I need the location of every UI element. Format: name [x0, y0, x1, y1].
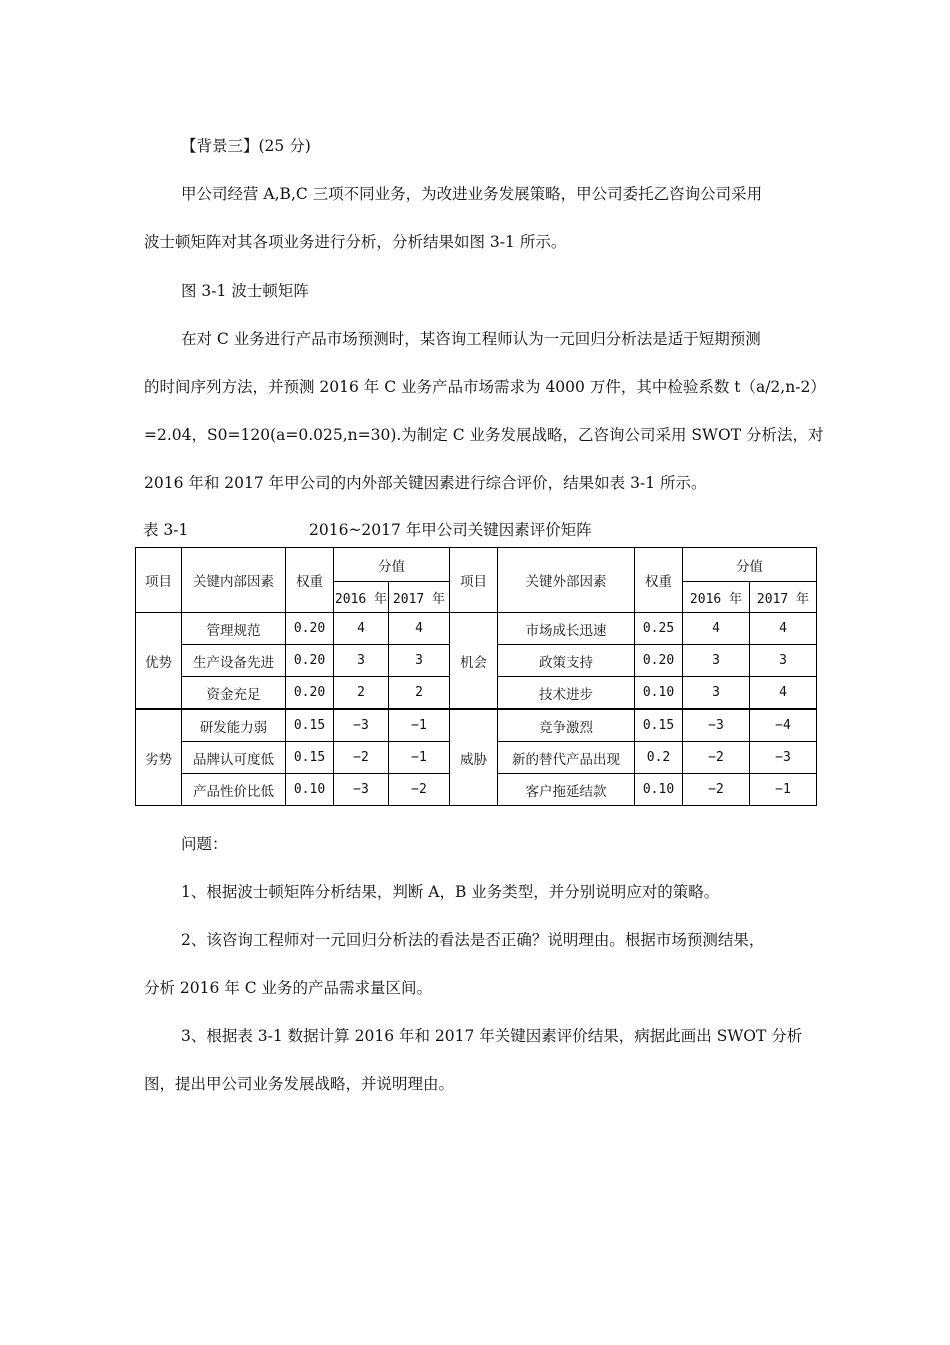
- external-score-2016: −2: [683, 742, 750, 774]
- internal-score-2016: −3: [334, 709, 389, 742]
- internal-score-2017: −1: [389, 709, 450, 742]
- external-score-2017: 3: [750, 645, 817, 677]
- section-heading: 【背景三】(25 分): [181, 137, 311, 155]
- paragraph-2-line-2: 的时间序列方法，并预测 2016 年 C 业务产品市场需求为 4000 万件，其中检验系数 t（a/2,n-2）: [144, 378, 826, 396]
- paragraph-2-line-1: 在对 C 业务进行产品市场预测时，某咨询工程师认为一元回归分析法是适于短期预测: [181, 330, 761, 348]
- internal-weight: 0.10: [286, 774, 334, 806]
- table-label: 表 3-1: [143, 521, 189, 539]
- external-factor: 技术进步: [498, 677, 635, 710]
- internal-score-2017: 4: [389, 613, 450, 645]
- internal-weight: 0.20: [286, 677, 334, 710]
- table-title: 2016~2017 年甲公司关键因素评价矩阵: [309, 521, 592, 539]
- internal-factor: 管理规范: [182, 613, 286, 645]
- header-2017: 2017 年: [389, 582, 450, 613]
- question-3-line-1: 3、根据表 3-1 数据计算 2016 年和 2017 年关键因素评价结果，病据此画出 SWOT 分析: [181, 1027, 803, 1045]
- header-2016-external: 2016 年: [683, 582, 750, 613]
- external-factor: 新的替代产品出现: [498, 742, 635, 774]
- internal-factor: 品牌认可度低: [182, 742, 286, 774]
- question-3-line-2: 图，提出甲公司业务发展战略，并说明理由。: [144, 1075, 455, 1093]
- group-weakness: 劣势: [136, 709, 182, 806]
- group-threat: 威胁: [450, 709, 498, 806]
- external-factor: 市场成长迅速: [498, 613, 635, 645]
- question-1: 1、根据波士顿矩阵分析结果，判断 A，B 业务类型，并分别说明应对的策略。: [181, 883, 720, 901]
- internal-score-2017: 2: [389, 677, 450, 710]
- header-score-external: 分值: [683, 548, 817, 582]
- header-2017-external: 2017 年: [750, 582, 817, 613]
- internal-weight: 0.20: [286, 613, 334, 645]
- external-factor: 客户拖延结款: [498, 774, 635, 806]
- internal-weight: 0.15: [286, 742, 334, 774]
- internal-score-2016: 2: [334, 677, 389, 710]
- external-weight: 0.20: [635, 645, 683, 677]
- external-score-2016: 3: [683, 645, 750, 677]
- external-weight: 0.15: [635, 709, 683, 742]
- group-strength: 优势: [136, 613, 182, 710]
- key-factor-evaluation-matrix: [135, 547, 817, 806]
- paragraph-2-line-3: =2.04，S0=120(a=0.025,n=30).为制定 C 业务发展战略，乙咨询公司采用 SWOT 分析法，对: [144, 426, 824, 444]
- header-score: 分值: [334, 548, 450, 582]
- header-weight-external: 权重: [635, 548, 683, 613]
- internal-score-2016: −3: [334, 774, 389, 806]
- table-row: [136, 613, 817, 645]
- external-score-2017: −4: [750, 709, 817, 742]
- internal-score-2017: −2: [389, 774, 450, 806]
- external-weight: 0.2: [635, 742, 683, 774]
- external-score-2016: 3: [683, 677, 750, 710]
- external-score-2016: −2: [683, 774, 750, 806]
- header-item-external: 项目: [450, 548, 498, 613]
- question-2-line-2: 分析 2016 年 C 业务的产品需求量区间。: [144, 979, 433, 997]
- external-factor: 政策支持: [498, 645, 635, 677]
- internal-factor: 产品性价比低: [182, 774, 286, 806]
- internal-factor: 生产设备先进: [182, 645, 286, 677]
- figure-caption: 图 3-1 波士顿矩阵: [181, 282, 309, 300]
- header-weight: 权重: [286, 548, 334, 613]
- external-weight: 0.10: [635, 677, 683, 710]
- external-score-2017: −1: [750, 774, 817, 806]
- external-weight: 0.25: [635, 613, 683, 645]
- internal-score-2017: 3: [389, 645, 450, 677]
- external-score-2016: −3: [683, 709, 750, 742]
- paragraph-2-line-4: 2016 年和 2017 年甲公司的内外部关键因素进行综合评价，结果如表 3-1 所示。: [144, 474, 707, 492]
- group-opportunity: 机会: [450, 613, 498, 710]
- header-internal-factor: 关键内部因素: [182, 548, 286, 613]
- header-item: 项目: [136, 548, 182, 613]
- table-row: [136, 709, 817, 742]
- internal-score-2017: −1: [389, 742, 450, 774]
- external-factor: 竞争激烈: [498, 709, 635, 742]
- external-score-2016: 4: [683, 613, 750, 645]
- internal-score-2016: 4: [334, 613, 389, 645]
- paragraph-1-line-1: 甲公司经营 A,B,C 三项不同业务，为改进业务发展策略，甲公司委托乙咨询公司采用: [181, 185, 763, 203]
- external-score-2017: −3: [750, 742, 817, 774]
- paragraph-1-line-2: 波士顿矩阵对其各项业务进行分析，分析结果如图 3-1 所示。: [144, 233, 567, 251]
- header-external-factor: 关键外部因素: [498, 548, 635, 613]
- external-weight: 0.10: [635, 774, 683, 806]
- question-2-line-1: 2、该咨询工程师对一元回归分析法的看法是否正确？说明理由。根据市场预测结果，: [181, 931, 765, 949]
- internal-factor: 研发能力弱: [182, 709, 286, 742]
- internal-score-2016: 3: [334, 645, 389, 677]
- internal-factor: 资金充足: [182, 677, 286, 710]
- external-score-2017: 4: [750, 677, 817, 710]
- external-score-2017: 4: [750, 613, 817, 645]
- questions-heading: 问题：: [181, 835, 228, 853]
- internal-score-2016: −2: [334, 742, 389, 774]
- table-header-row-1: [136, 548, 817, 582]
- internal-weight: 0.20: [286, 645, 334, 677]
- header-2016: 2016 年: [334, 582, 389, 613]
- internal-weight: 0.15: [286, 709, 334, 742]
